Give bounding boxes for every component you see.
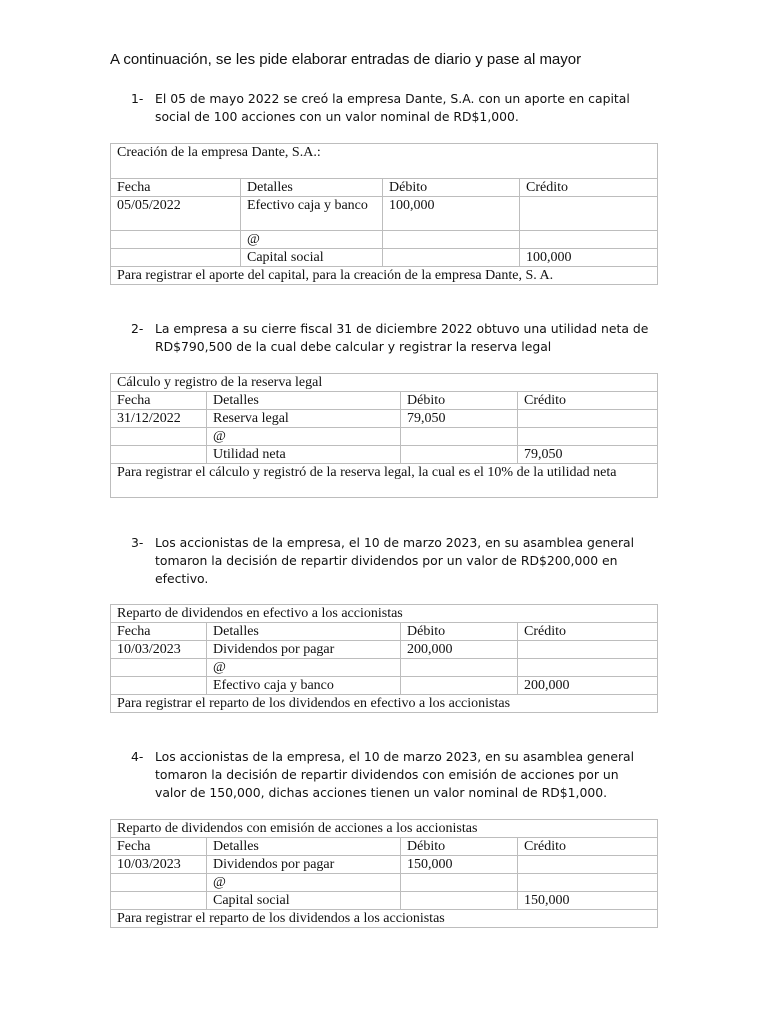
header-fecha: Fecha: [111, 179, 241, 197]
cell-debito: [401, 659, 518, 677]
page-heading: A continuación, se les pide elaborar entradas de diario y pase al mayor: [110, 51, 582, 68]
cell-fecha: 10/03/2023: [111, 641, 207, 659]
cell-debito: [401, 428, 518, 446]
cell-fecha: [111, 231, 241, 249]
header-credito: Crédito: [520, 179, 658, 197]
cell-detalles: Efectivo caja y banco: [207, 677, 401, 695]
item-4: [131, 748, 651, 802]
cell-detalles: @: [207, 874, 401, 892]
item-number: 2-: [131, 321, 144, 336]
journal-table-3: [110, 604, 658, 713]
header-credito: Crédito: [518, 838, 658, 856]
header-debito: Débito: [383, 179, 520, 197]
cell-debito: [401, 892, 518, 910]
item-number: 4-: [131, 749, 144, 764]
header-debito: Débito: [401, 623, 518, 641]
cell-fecha: [111, 659, 207, 677]
item-text: Los accionistas de la empresa, el 10 de marzo 2023, en su asamblea general tomaron la decisión de repartir dividendos con emisión de acciones por un valor de 150,000, dichas acciones tienen un valor nominal de RD$1,000.: [155, 749, 635, 800]
cell-detalles: Utilidad neta: [207, 446, 401, 464]
cell-credito: [518, 410, 658, 428]
cell-debito: [401, 874, 518, 892]
cell-credito: 79,050: [518, 446, 658, 464]
header-debito: Débito: [401, 838, 518, 856]
header-credito: Crédito: [518, 623, 658, 641]
cell-credito: [518, 856, 658, 874]
journal-table-1: [110, 143, 658, 285]
header-fecha: Fecha: [111, 392, 207, 410]
cell-fecha: [111, 446, 207, 464]
cell-fecha: [111, 892, 207, 910]
cell-detalles: Capital social: [241, 249, 383, 267]
cell-detalles: Dividendos por pagar: [207, 856, 401, 874]
journal-table-2: [110, 373, 658, 498]
item-1: [131, 90, 651, 126]
cell-debito: 100,000: [383, 197, 520, 231]
item-3: [131, 534, 651, 588]
table-title: Cálculo y registro de la reserva legal: [111, 374, 658, 392]
cell-fecha: 10/03/2023: [111, 856, 207, 874]
cell-fecha: [111, 677, 207, 695]
header-detalles: Detalles: [241, 179, 383, 197]
cell-debito: 150,000: [401, 856, 518, 874]
cell-fecha: [111, 874, 207, 892]
table-footer: Para registrar el reparto de los dividendos a los accionistas: [111, 910, 658, 928]
table-title: Creación de la empresa Dante, S.A.:: [111, 144, 658, 179]
header-detalles: Detalles: [207, 838, 401, 856]
table-title: Reparto de dividendos en efectivo a los accionistas: [111, 605, 658, 623]
table-title: Reparto de dividendos con emisión de acciones a los accionistas: [111, 820, 658, 838]
cell-debito: [401, 446, 518, 464]
header-debito: Débito: [401, 392, 518, 410]
cell-debito: [383, 249, 520, 267]
cell-fecha: [111, 428, 207, 446]
cell-detalles: Dividendos por pagar: [207, 641, 401, 659]
cell-credito: 150,000: [518, 892, 658, 910]
cell-detalles: Reserva legal: [207, 410, 401, 428]
header-fecha: Fecha: [111, 838, 207, 856]
item-text: La empresa a su cierre fiscal 31 de diciembre 2022 obtuvo una utilidad neta de RD$790,500 de la cual debe calcular y registrar la reserva legal: [155, 321, 649, 354]
cell-credito: [520, 197, 658, 231]
cell-credito: [518, 874, 658, 892]
cell-detalles: Efectivo caja y banco: [241, 197, 383, 231]
cell-debito: 79,050: [401, 410, 518, 428]
header-fecha: Fecha: [111, 623, 207, 641]
cell-credito: [518, 659, 658, 677]
cell-detalles: @: [207, 428, 401, 446]
cell-detalles: @: [207, 659, 401, 677]
cell-detalles: @: [241, 231, 383, 249]
journal-table-4: [110, 819, 658, 928]
cell-debito: 200,000: [401, 641, 518, 659]
header-detalles: Detalles: [207, 623, 401, 641]
cell-detalles: Capital social: [207, 892, 401, 910]
cell-fecha: 05/05/2022: [111, 197, 241, 231]
item-2: [131, 320, 651, 356]
cell-debito: [383, 231, 520, 249]
header-detalles: Detalles: [207, 392, 401, 410]
item-number: 1-: [131, 91, 144, 106]
header-credito: Crédito: [518, 392, 658, 410]
cell-fecha: 31/12/2022: [111, 410, 207, 428]
item-text: Los accionistas de la empresa, el 10 de marzo 2023, en su asamblea general tomaron la decisión de repartir dividendos por un valor de RD$200,000 en efectivo.: [155, 535, 635, 586]
cell-credito: [518, 641, 658, 659]
table-footer: Para registrar el cálculo y registró de la reserva legal, la cual es el 10% de la utilidad neta: [111, 464, 658, 498]
cell-credito: 200,000: [518, 677, 658, 695]
cell-credito: [520, 231, 658, 249]
item-text: El 05 de mayo 2022 se creó la empresa Dante, S.A. con un aporte en capital social de 100 acciones con un valor nominal de RD$1,000.: [155, 91, 630, 124]
table-footer: Para registrar el reparto de los dividendos en efectivo a los accionistas: [111, 695, 658, 713]
cell-fecha: [111, 249, 241, 267]
cell-debito: [401, 677, 518, 695]
table-footer: Para registrar el aporte del capital, para la creación de la empresa Dante, S. A.: [111, 267, 658, 285]
cell-credito: 100,000: [520, 249, 658, 267]
cell-credito: [518, 428, 658, 446]
item-number: 3-: [131, 535, 144, 550]
